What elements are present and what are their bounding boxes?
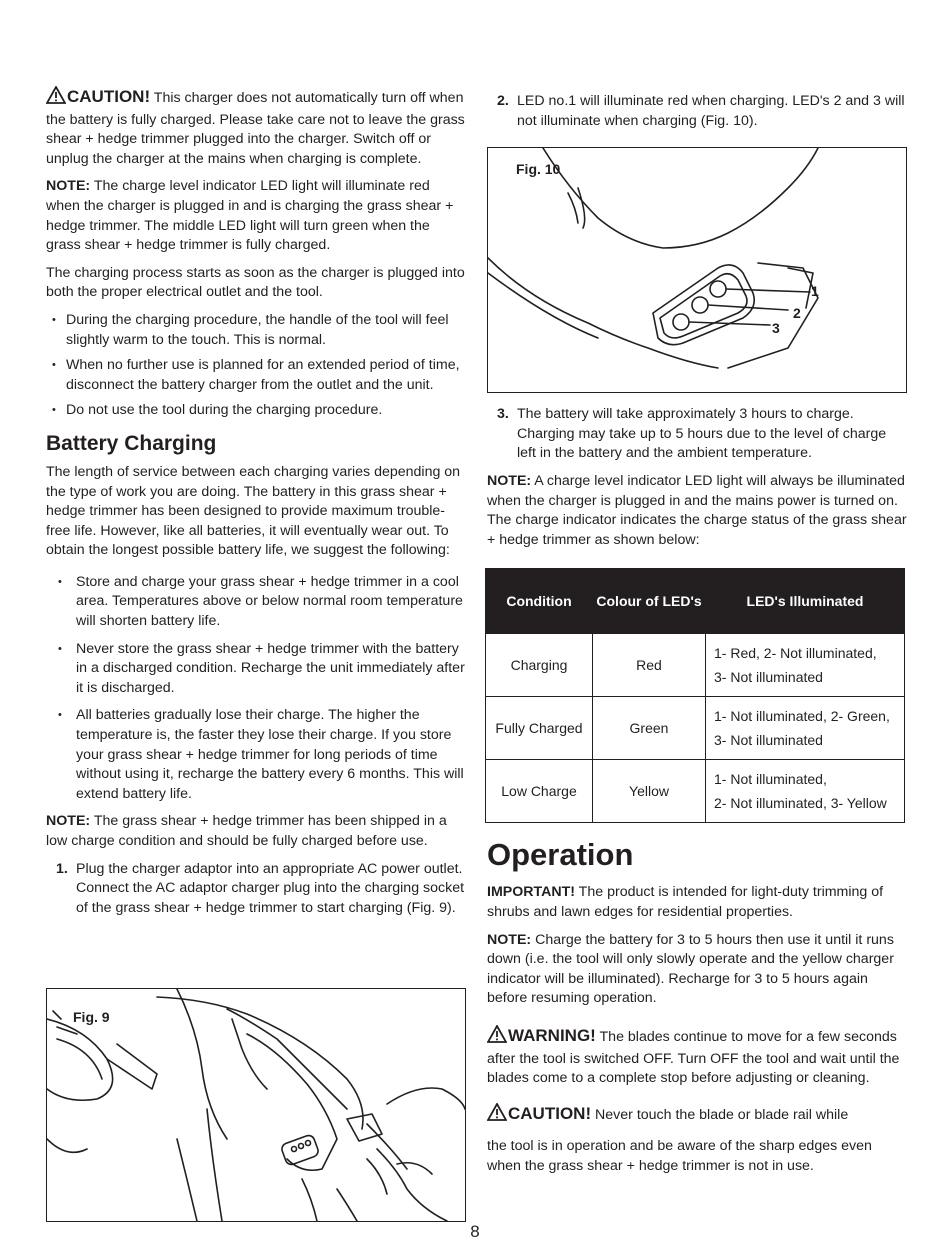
column-header: LED's Illuminated [706,569,905,634]
leds-line: 1- Red, 2- Not illuminated, [714,645,877,662]
condition-cell: Charging [486,634,593,697]
note-text: The charge level indicator LED light will illuminate red when the charger is plugged in and is charging the grass shear + hedge trimmer. The middle LED light will turn green when the grass shear + hedge trimmer is fully charged. [46,178,454,254]
condition-cell: Fully Charged [486,697,593,760]
shipping-note [46,812,466,851]
figure-label: Fig. 9 [73,1009,110,1025]
note-label: NOTE: [487,472,532,489]
note-label: NOTE: [46,813,91,830]
step-text: Plug the charger adaptor into an appropriate AC power outlet. Connect the AC adaptor charger plug into the charging socket of the grass shear + hedge trimmer to start charging (Fig. 9). [76,860,465,916]
condition-cell: Low Charge [486,760,593,823]
charging-bullets [46,311,466,421]
callout-3: 3 [772,320,780,337]
leds-line: 1- Not illuminated, 2- Green, [714,708,890,725]
colour-cell: Green [593,697,706,760]
caution-paragraph [46,86,466,169]
list-item [487,92,907,131]
battery-bullets [46,573,466,805]
table-row [486,697,905,760]
table-row [486,760,905,823]
list-item: • All batteries gradually lose their charge. The higher the temperature is, the faster they lose their charge. If you store your grass shear + hedge trimmer for long periods of time without using it, recharge the battery every 6 months. This will extend battery life. [46,706,466,804]
list-item: • Never store the grass shear + hedge trimmer with the battery in a discharged condition. Recharge the unit immediately after it is discharged. [46,640,466,699]
colour-cell: Yellow [593,760,706,823]
caution-paragraph [487,1103,907,1128]
led-status-table [485,568,905,823]
warning-heading: WARNING! [508,1025,596,1045]
note-label: NOTE: [46,178,91,195]
list-item [487,405,907,464]
figure-10 [487,147,907,393]
important-paragraph [487,883,907,922]
step-list [487,92,907,131]
page-number: 8 [470,1222,480,1241]
warning-paragraph [487,1025,907,1089]
step-number: 1. [56,860,68,877]
leds-line: 2- Not illuminated, 3- Yellow [714,795,887,812]
important-text: The product is intended for light-duty trimming of shrubs and lawn edges for residential properties. [487,884,884,920]
figure-9 [46,988,466,1222]
caution-heading: CAUTION! [67,87,151,106]
step-text: The battery will take approximately 3 hours to charge. Charging may take up to 5 hours due to the level of charge left in the battery and the ambient temperature. [517,406,887,462]
caution-heading: CAUTION! [508,1103,592,1123]
list-item [46,860,466,919]
warning-triangle-icon [487,1103,507,1128]
leds-cell [706,760,905,823]
step-list [46,860,466,919]
note-paragraph [487,472,907,550]
caution-text: Never touch the blade or blade rail while [591,1106,849,1123]
list-item: • Store and charge your grass shear + hedge trimmer in a cool area. Temperatures above or below normal room temperature will shorten battery life. [46,573,466,632]
note-text: A charge level indicator LED light will always be illuminated when the charger is plugged in and the mains power is turned on. The charge indicator indicates the charge status of the grass shear + hedge trimmer as shown below: [487,472,907,548]
caution-continued: the tool is in operation and be aware of the sharp edges even when the grass shear + hedge trimmer is not in use. [487,1138,872,1174]
leds-cell [706,697,905,760]
warning-text: The blades continue to move for a few seconds after the tool is switched OFF. Turn OFF the tool and wait until the blades come to a complete stop before adjusting or cleaning. [487,1028,900,1087]
section-title: Battery Charging [46,431,217,455]
step-text: LED no.1 will illuminate red when charging. LED's 2 and 3 will not illuminate when charging (Fig. 10). [517,93,905,129]
warning-triangle-icon [487,1025,507,1050]
leds-line: 1- Not illuminated, [714,771,827,788]
leds-cell [706,634,905,697]
step-number: 3. [497,406,509,423]
note-paragraph [46,177,466,255]
column-header: Condition [486,569,593,634]
list-item: • When no further use is planned for an extended period of time, disconnect the battery charger from the outlet and the unit. [46,356,466,395]
led-indicator-illustration [488,148,906,392]
note-text: Charge the battery for 3 to 5 hours then use it until it runs down (i.e. the tool will only slowly operate and the yellow charger indicator will be illuminated). Recharge for 3 to 5 hours again before resuming operation. [487,931,894,1007]
callout-2: 2 [793,305,801,322]
battery-paragraph: The length of service between each charging varies depending on the type of work you are doing. The battery in this grass shear + hedge trimmer has been designed to provide maximum trouble-free life. However, like all batteries, it will eventually wear out. To obtain the longest possible battery life, we suggest the following: [46,463,461,559]
list-item: • Do not use the tool during the charging procedure. [46,401,466,421]
caution-text: This charger does not automatically turn off when the battery is fully charged. Please take care not to leave the grass shear + hedge trimmer plugged into the charger. Switch off or unplug the charger at the mains when charging is complete. [46,90,465,167]
note-text: The grass shear + hedge trimmer has been shipped in a low charge condition and should be fully charged before use. [46,813,447,849]
note-label: NOTE: [487,931,532,948]
step-list [487,405,907,464]
warning-triangle-icon [46,86,66,111]
figure-label: Fig. 10 [516,161,561,178]
table-header-row [486,569,905,634]
right-column [487,92,907,1184]
step-number: 2. [497,93,509,109]
leds-line: 3- Not illuminated [714,732,823,749]
important-label: IMPORTANT! [487,884,575,901]
list-item: • During the charging procedure, the handle of the tool will feel slightly warm to the touch. This is normal. [46,311,466,350]
left-column [46,86,466,926]
leds-line: 3- Not illuminated [714,669,823,686]
note-paragraph [487,931,907,1009]
charging-process-paragraph: The charging process starts as soon as the charger is plugged into both the proper electrical outlet and the tool. [46,264,465,301]
column-header: Colour of LED's [593,569,706,634]
callout-1: 1 [811,283,819,300]
table-row [486,634,905,697]
operation-title: Operation [487,837,634,873]
colour-cell: Red [593,634,706,697]
